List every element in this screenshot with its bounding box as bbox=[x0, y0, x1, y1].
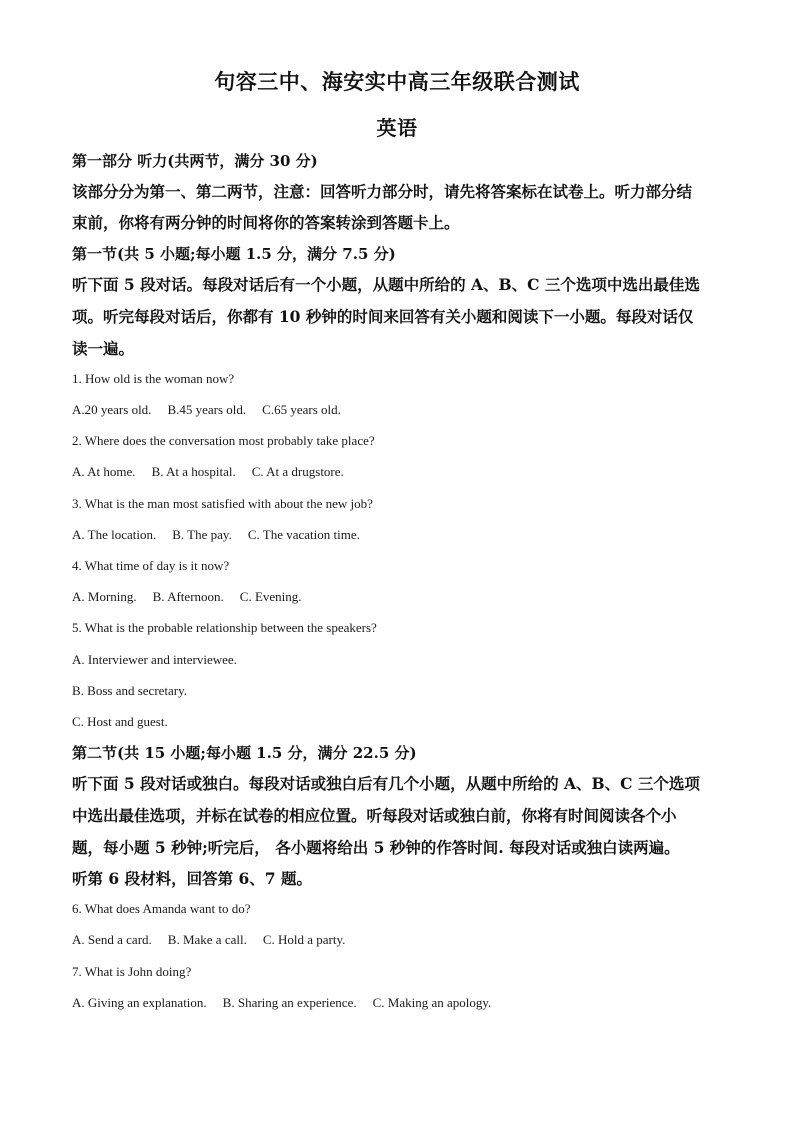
question-1-option-b: B.45 years old. bbox=[167, 402, 247, 417]
part1-heading: 第一部分 听力(共两节，满分 30 分) bbox=[72, 152, 318, 170]
section2-instruction-line-3: 题，每小题 5 秒钟;听完后， 各小题将给出 5 秒钟的作答时间. 每段对话或独白读两遍。 bbox=[72, 838, 680, 857]
material-6-prompt: 听第 6 段材料，回答第 6、7 题。 bbox=[72, 869, 312, 888]
question-2-stem: 2. Where does the conversation most probably take place? bbox=[72, 433, 375, 448]
section1-heading: 第一节(共 5 小题;每小题 1.5 分，满分 7.5 分) bbox=[72, 245, 396, 263]
section2-instruction-line-1: 听下面 5 段对话或独白。每段对话或独白后有几个小题，从题中所给的 A、B、C 三个选项 bbox=[72, 774, 700, 793]
question-4-option-a: A. Morning. bbox=[72, 589, 137, 604]
part1-intro-line-2: 束前，你将有两分钟的时间将你的答案转涂到答题卡上。 bbox=[72, 213, 460, 232]
question-7-options bbox=[72, 994, 491, 1012]
question-1-option-c: C.65 years old. bbox=[262, 402, 341, 417]
question-7-option-b: B. Sharing an experience. bbox=[222, 995, 357, 1010]
question-1-stem: 1. How old is the woman now? bbox=[72, 371, 235, 386]
question-4-options bbox=[72, 588, 302, 606]
subject-title: 英语 bbox=[376, 116, 418, 140]
question-6-option-b: B. Make a call. bbox=[167, 932, 247, 947]
part1-intro-line-1: 该部分分为第一、第二两节，注意：回答听力部分时，请先将答案标在试卷上。听力部分结 bbox=[72, 182, 693, 201]
question-6-stem: 6. What does Amanda want to do? bbox=[72, 901, 251, 916]
question-7-option-c: C. Making an apology. bbox=[372, 995, 492, 1010]
question-4-option-b: B. Afternoon. bbox=[152, 589, 224, 604]
question-6-options bbox=[72, 931, 345, 949]
question-3-option-b: B. The pay. bbox=[172, 527, 232, 542]
section1-instruction-line-1: 听下面 5 段对话。每段对话后有一个小题，从题中所给的 A、B、C 三个选项中选出最佳选 bbox=[72, 275, 700, 294]
question-3-option-c: C. The vacation time. bbox=[247, 527, 360, 542]
question-2-options bbox=[72, 463, 344, 481]
question-1-option-a: A.20 years old. bbox=[72, 402, 152, 417]
question-7-stem: 7. What is John doing? bbox=[72, 964, 192, 979]
question-3-stem: 3. What is the man most satisfied with about the new job? bbox=[72, 496, 373, 511]
question-3-options bbox=[72, 526, 360, 544]
question-2-option-a: A. At home. bbox=[72, 464, 136, 479]
question-2-option-b: B. At a hospital. bbox=[151, 464, 236, 479]
question-4-stem: 4. What time of day is it now? bbox=[72, 558, 230, 573]
question-5-option-c: C. Host and guest. bbox=[72, 714, 168, 729]
question-3-option-a: A. The location. bbox=[72, 527, 157, 542]
question-5-stem: 5. What is the probable relationship between the speakers? bbox=[72, 620, 377, 635]
question-4-option-c: C. Evening. bbox=[239, 589, 302, 604]
question-5-option-a: A. Interviewer and interviewee. bbox=[72, 652, 237, 667]
question-6-option-c: C. Hold a party. bbox=[262, 932, 346, 947]
section2-instruction-line-2: 中选出最佳选项，并标在试卷的相应位置。听每段对话或独白前，你将有时间阅读各个小 bbox=[72, 806, 677, 825]
question-5-option-b: B. Boss and secretary. bbox=[72, 683, 188, 698]
section1-instruction-line-3: 读一遍。 bbox=[72, 339, 135, 358]
question-6-option-a: A. Send a card. bbox=[72, 932, 152, 947]
section1-instruction-line-2: 项。听完每段对话后，你都有 10 秒钟的时间来回答有关小题和阅读下一小题。每段对话仅 bbox=[72, 307, 694, 326]
question-1-options bbox=[72, 401, 341, 419]
question-7-option-a: A. Giving an explanation. bbox=[72, 995, 207, 1010]
section2-heading: 第二节(共 15 小题;每小题 1.5 分，满分 22.5 分) bbox=[72, 744, 417, 762]
exam-title: 句容三中、海安实中高三年级联合测试 bbox=[214, 69, 580, 94]
question-2-option-c: C. At a drugstore. bbox=[251, 464, 344, 479]
